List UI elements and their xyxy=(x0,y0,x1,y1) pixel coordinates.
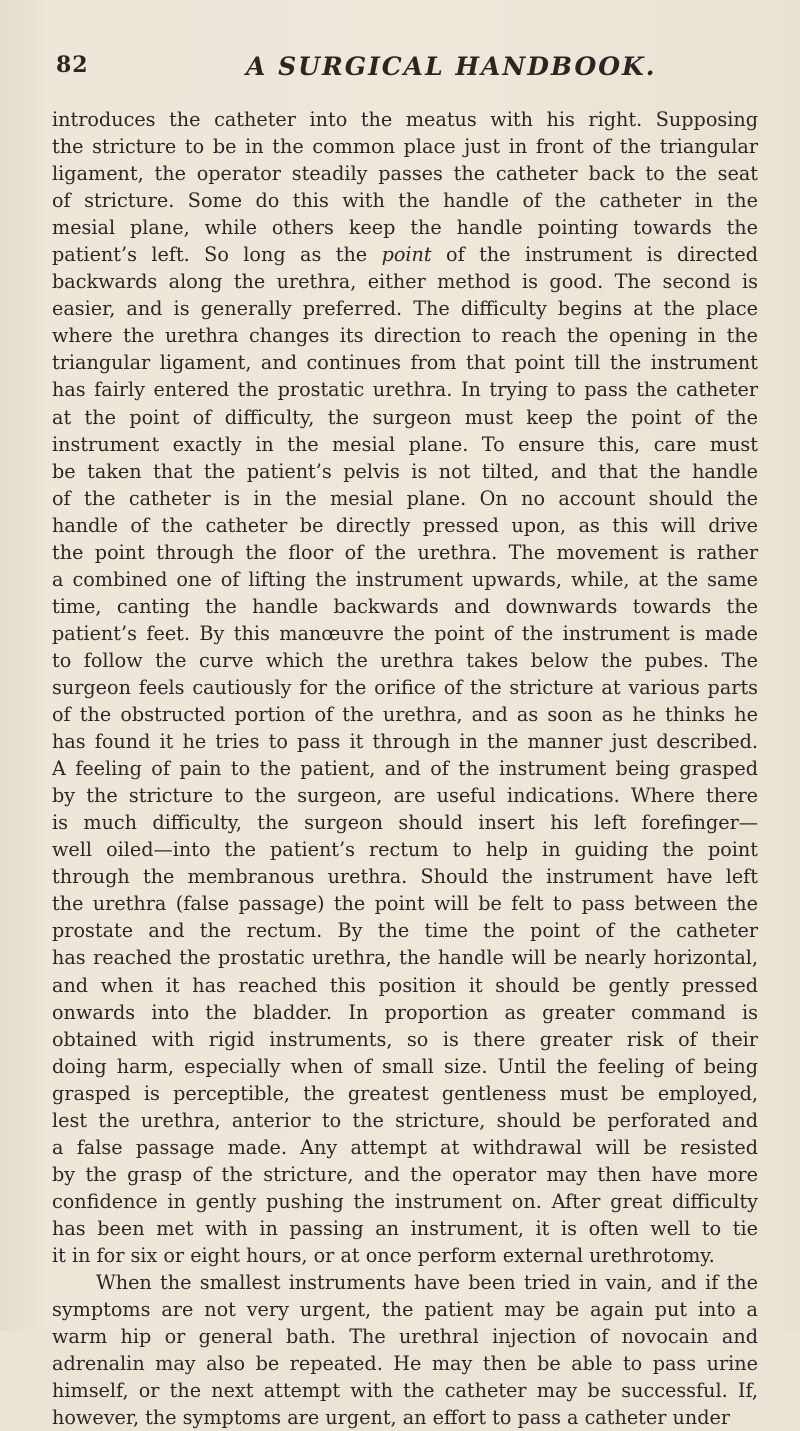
text-line: of stricture. Some do this with the handle of the catheter in the xyxy=(52,189,758,213)
text-line: of the catheter is in the mesial plane. On no account should the xyxy=(52,486,758,510)
text-line: at the point of difficulty, the surgeon must keep the point of the xyxy=(52,405,758,429)
text-line: it in for six or eight hours, or at once perform external urethrotomy. xyxy=(52,1243,715,1267)
text-line: mesial plane, while others keep the handle pointing towards the xyxy=(52,216,758,240)
text-line: a false passage made. Any attempt at withdrawal will be resisted xyxy=(52,1135,758,1159)
text-line: surgeon feels cautiously for the orifice of the stricture at various parts xyxy=(52,675,758,699)
text-line: and when it has reached this position it should be gently pressed xyxy=(52,973,758,997)
text-line: well oiled—into the patient’s rectum to help in guiding the point xyxy=(52,838,758,862)
text-line: ligament, the operator steadily passes the catheter back to the seat xyxy=(52,162,758,186)
text-line: the point through the floor of the urethra. The movement is rather xyxy=(52,540,758,564)
text-line: handle of the catheter be directly pressed upon, as this will drive xyxy=(52,513,758,537)
page-header xyxy=(56,52,756,92)
text-line: grasped is perceptible, the greatest gentleness must be employed, xyxy=(52,1081,758,1105)
text-line: to follow the curve which the urethra takes below the pubes. The xyxy=(52,648,758,672)
text-line: confidence in gently pushing the instrument on. After great difficulty xyxy=(52,1189,758,1213)
text-line: triangular ligament, and continues from that point till the instrument xyxy=(52,351,758,375)
text-line: patient’s feet. By this manœuvre the point of the instrument is made xyxy=(52,621,758,645)
page-number: 82 xyxy=(56,52,89,78)
text-line: has been met with in passing an instrument, it is often well to tie xyxy=(52,1216,758,1240)
text-line: backwards along the urethra, either method is good. The second is xyxy=(52,270,758,294)
text-line: A feeling of pain to the patient, and of the instrument being grasped xyxy=(52,757,758,781)
text-line: has reached the prostatic urethra, the handle will be nearly horizontal, xyxy=(52,946,758,970)
text-line: easier, and is generally preferred. The difficulty begins at the place xyxy=(52,297,758,321)
text-line: has found it he tries to pass it through in the manner just described. xyxy=(52,730,758,754)
text-line: has fairly entered the prostatic urethra. In trying to pass the catheter xyxy=(52,378,758,402)
text-line: patient’s left. So long as the point of the instrument is directed xyxy=(52,243,759,267)
body-text xyxy=(52,106,758,1431)
text-line: prostate and the rectum. By the time the point of the catheter xyxy=(52,919,758,943)
text-line: symptoms are not very urgent, the patient may be again put into a xyxy=(52,1298,758,1322)
running-title: A SURGICAL HANDBOOK. xyxy=(246,52,657,81)
text-line: however, the symptoms are urgent, an effort to pass a catheter under xyxy=(52,1406,731,1430)
text-line: lest the urethra, anterior to the stricture, should be perforated and xyxy=(52,1108,758,1132)
text-line: introduces the catheter into the meatus with his right. Supposing xyxy=(52,108,758,131)
text-line: be taken that the patient’s pelvis is not tilted, and that the handle xyxy=(52,459,758,483)
paragraph xyxy=(52,106,758,1269)
text-line: adrenalin may also be repeated. He may then be able to pass urine xyxy=(52,1352,758,1376)
text-line: warm hip or general bath. The urethral injection of novocain and xyxy=(52,1325,758,1349)
text-line: through the membranous urethra. Should the instrument have left xyxy=(52,865,758,889)
paragraph xyxy=(52,1269,758,1431)
text-line: instrument exactly in the mesial plane. To ensure this, care must xyxy=(52,432,758,456)
text-line: doing harm, especially when of small size. Until the feeling of being xyxy=(52,1054,758,1078)
text-line: When the smallest instruments have been tried in vain, and if the xyxy=(96,1271,758,1295)
text-line: is much difficulty, the surgeon should insert his left forefinger— xyxy=(52,811,758,835)
text-line: where the urethra changes its direction to reach the opening in the xyxy=(52,324,758,348)
text-line: of the obstructed portion of the urethra, and as soon as he thinks he xyxy=(52,703,758,727)
text-line: by the stricture to the surgeon, are useful indications. Where there xyxy=(52,784,758,808)
text-line: onwards into the bladder. In proportion as greater command is xyxy=(52,1000,758,1024)
text-line: obtained with rigid instruments, so is there greater risk of their xyxy=(52,1027,758,1051)
text-line: by the grasp of the stricture, and the operator may then have more xyxy=(52,1162,758,1186)
text-line: time, canting the handle backwards and downwards towards the xyxy=(52,594,758,618)
text-line: himself, or the next attempt with the catheter may be successful. If, xyxy=(52,1379,758,1403)
text-line: the stricture to be in the common place just in front of the triangular xyxy=(52,135,758,159)
text-line: the urethra (false passage) the point will be felt to pass between the xyxy=(52,892,758,916)
text-line: a combined one of lifting the instrument upwards, while, at the same xyxy=(52,567,758,591)
